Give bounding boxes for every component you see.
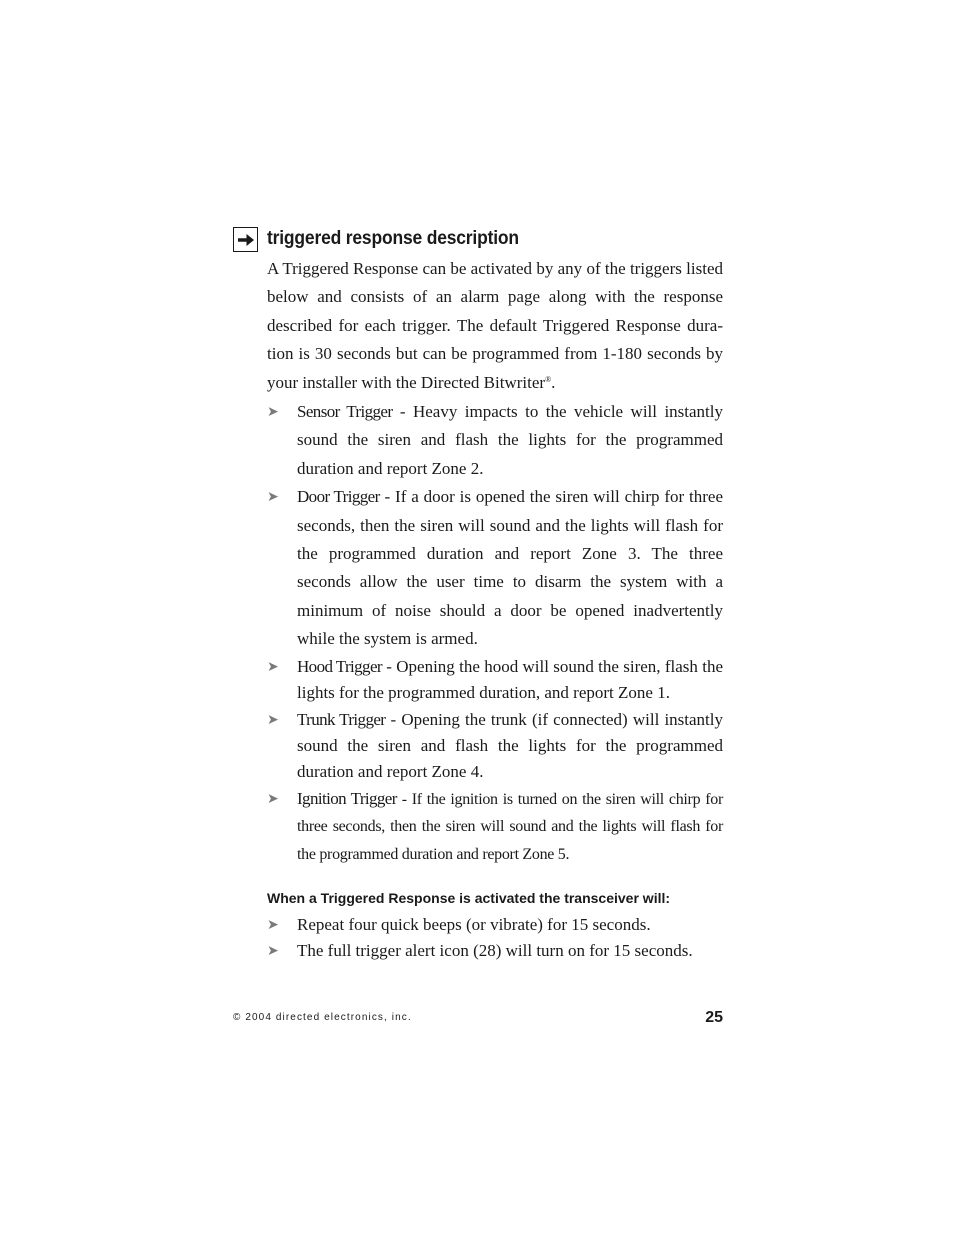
arrowhead-bullet-icon: ➤ xyxy=(267,404,279,421)
trigger-term: Sensor Trigger xyxy=(297,402,393,422)
trigger-description: - Heavy impacts to the vehicle will instantly sound the siren and flash the lights for the programmed duration and report Zone 2. xyxy=(297,402,723,478)
trigger-description: - Opening the trunk (if connected) will instantly sound the siren and flash the lights for the programmed duration and report Zone 4. xyxy=(297,709,723,782)
arrowhead-bullet-icon: ➤ xyxy=(267,711,279,728)
trigger-item-trunk xyxy=(267,707,723,786)
trigger-term: Ignition Trigger xyxy=(297,788,397,808)
trigger-description: - If a door is opened the siren will chirp for three seconds, then the siren will sound and the lights will flash for the programmed duration and report Zone 3. The three seconds allow the user time to disarm the system with a minimum of noise should a door be opened inadvertently while the system is armed. xyxy=(297,487,724,649)
page-number: 25 xyxy=(705,1009,723,1026)
arrowhead-bullet-icon: ➤ xyxy=(267,489,279,506)
copyright-footer: © 2004 directed electronics, inc. xyxy=(233,1012,412,1023)
trigger-description: - If the ignition is turned on the siren will chirp for three seconds, then the siren will sound and the lights will flash for the programmed duration and report Zone 5. xyxy=(297,790,723,863)
transceiver-action-list xyxy=(267,912,723,965)
action-text: Repeat four quick beeps (or vibrate) for 15 seconds. xyxy=(297,914,651,934)
trigger-item-door xyxy=(267,483,723,653)
trigger-item-hood xyxy=(267,654,723,707)
intro-text: A Triggered Response can be activated by any of the triggers listed below and consists of an alarm page along with the response described for each trigger. The default Triggered Response dura-tion is 30 seconds but can be programmed from 1-180 seconds by your installer with the Directed Bitwriter xyxy=(267,259,723,392)
trigger-item-ignition xyxy=(267,786,723,868)
right-arrow-icon xyxy=(233,227,258,252)
intro-period: . xyxy=(551,372,556,392)
intro-paragraph xyxy=(267,255,723,397)
action-text: The full trigger alert icon (28) will turn on for 15 seconds. xyxy=(297,941,693,961)
arrowhead-bullet-icon: ➤ xyxy=(267,790,279,807)
arrowhead-bullet-icon: ➤ xyxy=(267,916,279,933)
transceiver-action-item xyxy=(267,912,723,938)
transceiver-heading: When a Triggered Response is activated the transceiver will: xyxy=(267,889,671,906)
trigger-list xyxy=(267,398,723,868)
arrowhead-bullet-icon: ➤ xyxy=(267,658,279,675)
right-arrow-glyph xyxy=(237,233,255,247)
trigger-term: Hood Trigger xyxy=(297,656,382,676)
trigger-item-sensor xyxy=(267,398,723,483)
trigger-term: Door Trigger xyxy=(297,487,380,507)
arrowhead-bullet-icon: ➤ xyxy=(267,943,279,960)
registered-mark: ® xyxy=(545,374,552,384)
trigger-term: Trunk Trigger xyxy=(297,709,386,729)
section-heading: triggered response description xyxy=(267,228,519,249)
transceiver-action-item xyxy=(267,938,723,964)
trigger-description: - Opening the hood will sound the siren, flash the lights for the programmed duration, and report Zone 1. xyxy=(297,656,723,703)
section-body xyxy=(267,255,723,965)
